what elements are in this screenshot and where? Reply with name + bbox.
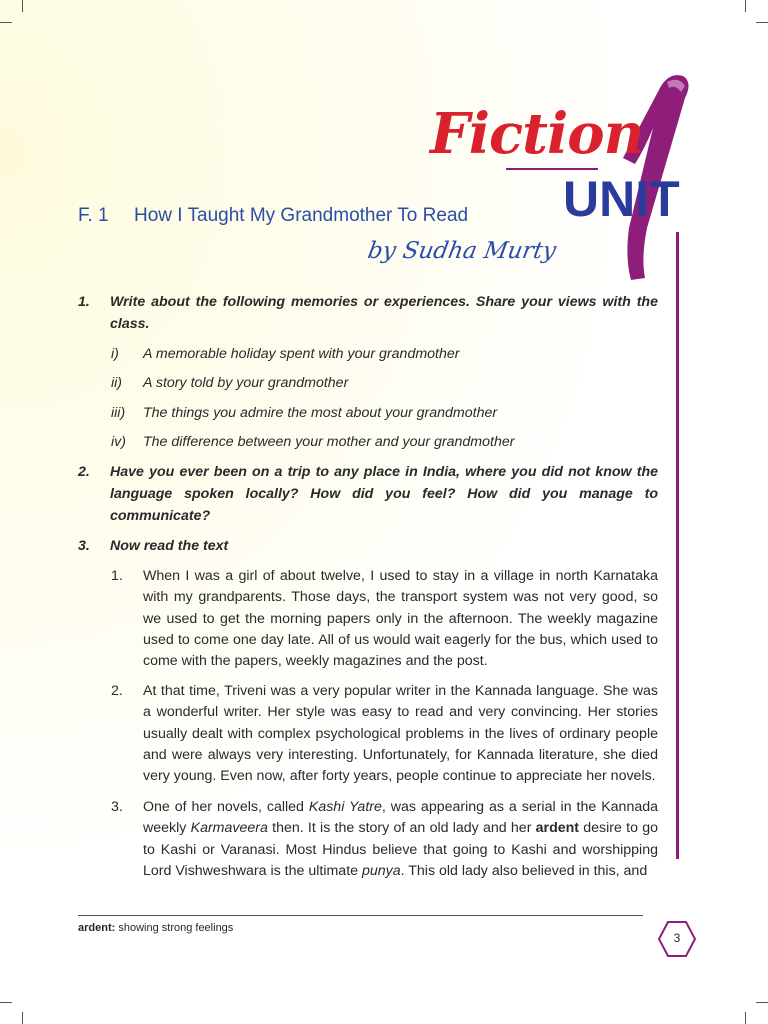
text-paragraph (111, 681, 658, 787)
crop-mark (745, 1012, 746, 1024)
footnote (78, 922, 233, 934)
glossary-term: ardent (535, 820, 580, 837)
footnote-divider (78, 915, 643, 916)
sub-item (111, 372, 348, 394)
sub-item-numeral: ii) (111, 375, 123, 391)
sub-item-numeral: i) (111, 346, 119, 362)
chapter-title: How I Taught My Grandmother To Read (134, 205, 469, 226)
crop-mark (0, 1002, 12, 1003)
text-paragraph (111, 566, 658, 672)
text-paragraph (111, 797, 658, 882)
crop-mark (0, 22, 12, 23)
question-item (78, 291, 658, 335)
fiction-heading: Fiction (430, 101, 644, 167)
paragraph-text: One of her novels, called Kashi Yatre, was appearing as a serial in the Kannada weekly Karmaveera then. It is the story of an old lady and her ardent desire to go to Kashi or Varanasi. Most Hindus believe that going to Kashi and worshipping Lord Vishweshwara is the ultimate punya. This old lady also believed in this, and (143, 799, 659, 879)
chapter-code: F. 1 (78, 205, 109, 226)
novel-title: Kashi Yatre (308, 799, 382, 815)
paragraph-text: When I was a girl of about twelve, I used to stay in a village in north Karnataka with my grandparents. Those days, the transport system was not very good, so we used to get the morning papers only in the afternoon. The weekly magazine used to come one day late. All of us would wait eagerly for the bus, which used to come with the papers, weekly magazines and the post. (143, 568, 658, 670)
paragraph-number: 3. (111, 799, 123, 815)
crop-mark (22, 1012, 23, 1024)
sidebar-accent-bar (676, 232, 679, 859)
question-item (78, 535, 658, 557)
page-number: 3 (673, 931, 681, 945)
crop-mark (756, 22, 768, 23)
paragraph-text: At that time, Triveni was a very popular writer in the Kannada language. She was a wonderful writer. Her style was easy to read and very convincing. Her stories usually dealt with complex psychological problems in the lives of ordinary people and were always very interesting. Unfortunately, for Kannada literature, she died very young. Even now, after forty years, people continue to appreciate her novels. (143, 683, 658, 785)
fiction-underline (506, 168, 598, 170)
question-number: 3. (78, 538, 90, 554)
crop-mark (756, 1002, 768, 1003)
footnote-definition: showing strong feelings (118, 922, 234, 934)
author-signature: by Sudha Murty (365, 238, 559, 264)
crop-mark (22, 0, 23, 12)
sub-item (111, 402, 497, 424)
question-item (78, 461, 658, 527)
sub-item-text: A memorable holiday spent with your grandmother (143, 346, 460, 362)
question-text: Write about the following memories or experiences. Share your views with the class. (110, 294, 658, 332)
sub-item-text: The difference between your mother and your grandmother (143, 434, 515, 450)
question-text: Now read the text (110, 538, 229, 554)
italic-term: punya (361, 862, 401, 879)
sub-item-text: The things you admire the most about your grandmother (143, 405, 498, 421)
magazine-title: Karmaveera (190, 820, 268, 837)
sub-item-numeral: iii) (111, 405, 126, 421)
question-number: 2. (78, 464, 90, 480)
sub-item (111, 343, 460, 365)
chapter-heading (78, 205, 468, 227)
sub-item (111, 431, 514, 453)
paragraph-number: 1. (111, 568, 123, 584)
sub-item-numeral: iv) (111, 434, 126, 450)
question-number: 1. (78, 294, 90, 310)
crop-mark (745, 0, 746, 12)
sub-item-text: A story told by your grandmother (143, 375, 349, 391)
question-text: Have you ever been on a trip to any place in India, where you did not know the language spoken locally? How did you feel? How did you manage to communicate? (110, 464, 658, 524)
unit-label: UNIT (563, 171, 680, 227)
footnote-term: ardent: (78, 922, 116, 934)
paragraph-number: 2. (111, 683, 123, 699)
